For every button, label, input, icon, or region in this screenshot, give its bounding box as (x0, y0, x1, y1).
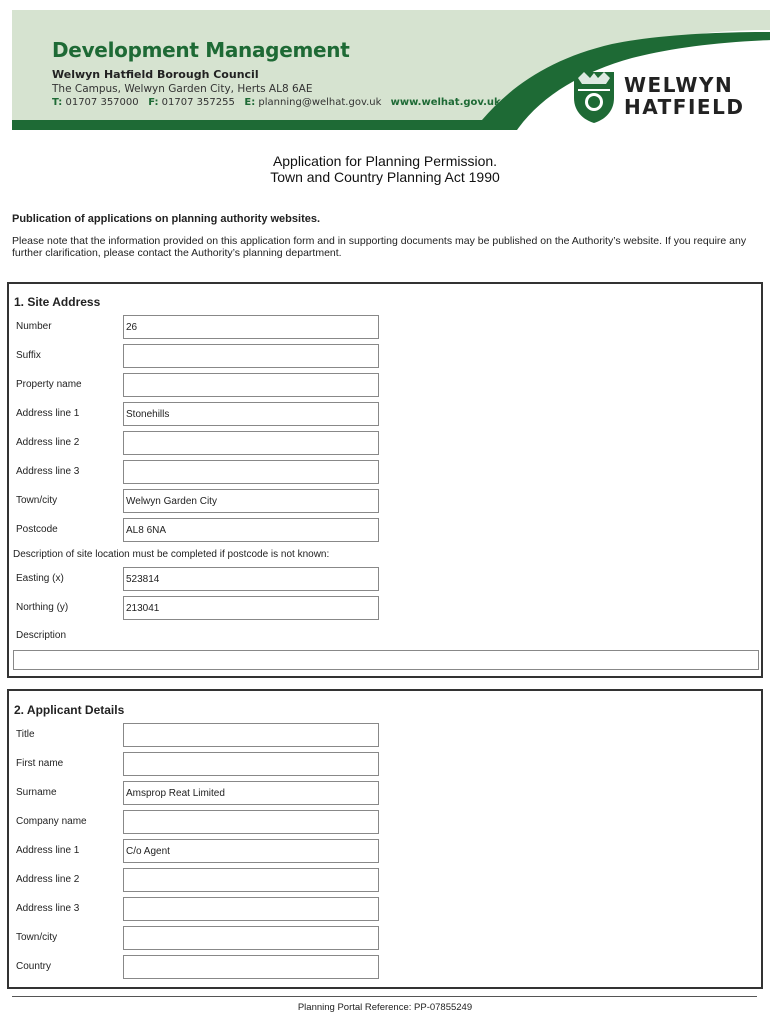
field-label: Address line 3 (16, 903, 80, 914)
site-address-line-2-field[interactable] (123, 431, 379, 455)
field-label: Number (16, 321, 52, 332)
portal-reference: Planning Portal Reference: PP-07855249 (297, 1002, 473, 1013)
contact-line (52, 97, 501, 108)
site-address-line-1-row (9, 402, 389, 426)
publication-note: Please note that the information provided on this application form and in supporting documents may be published on the Authority’s website. If you require any further clarification, please contact the Authority’s planning department. (12, 235, 747, 259)
footer-divider (12, 996, 757, 997)
field-label: Town/city (16, 495, 58, 506)
site-suffix-row (9, 344, 389, 368)
email-link[interactable]: planning@welhat.gov.uk (258, 97, 382, 108)
location-note: Description of site location must be completed if postcode is not known: (13, 549, 330, 560)
logo-wordmark (624, 74, 744, 118)
site-address-line-3-field[interactable] (123, 460, 379, 484)
council-logo (570, 68, 760, 128)
site-suffix-field[interactable] (123, 344, 379, 368)
applicant-address-line-3-field[interactable] (123, 897, 379, 921)
council-address: The Campus, Welwyn Garden City, Herts AL8 6AE (52, 83, 313, 95)
description-field[interactable] (13, 650, 759, 670)
applicant-company-field[interactable] (123, 810, 379, 834)
northing-field[interactable]: 213041 (123, 596, 379, 620)
site-address-title: 1. Site Address (14, 295, 101, 309)
field-label: First name (16, 758, 64, 769)
applicant-country-field[interactable] (123, 955, 379, 979)
applicant-address-line-1-row (9, 839, 389, 863)
banner-title: Development Management (52, 38, 350, 62)
applicant-address-line-2-row (9, 868, 389, 892)
field-label: Address line 1 (16, 408, 80, 419)
applicant-title-row (9, 723, 389, 747)
applicant-address-line-2-field[interactable] (123, 868, 379, 892)
northing-row (9, 596, 389, 620)
applicant-country-row (9, 955, 389, 979)
doc-title-line-2: Town and Country Planning Act 1990 (270, 169, 500, 185)
field-label: Country (16, 961, 52, 972)
field-label: Address line 2 (16, 437, 80, 448)
field-label: Title (16, 729, 35, 740)
tel-value: 01707 357000 (65, 97, 139, 108)
site-town-row (9, 489, 389, 513)
field-label: Address line 1 (16, 845, 80, 856)
field-label: Town/city (16, 932, 58, 943)
field-label: Postcode (16, 524, 58, 535)
site-address-section (7, 282, 763, 678)
description-label: Description (16, 630, 67, 641)
easting-row (9, 567, 389, 591)
site-postcode-field[interactable]: AL8 6NA (123, 518, 379, 542)
applicant-surname-row (9, 781, 389, 805)
logo-line-2: HATFIELD (624, 95, 745, 119)
fax-label: F: (148, 97, 159, 108)
applicant-address-line-3-row (9, 897, 389, 921)
site-postcode-row (9, 518, 389, 542)
applicant-surname-field[interactable]: Amsprop Reat Limited (123, 781, 379, 805)
applicant-first-name-row (9, 752, 389, 776)
publication-heading: Publication of applications on planning authority websites. (12, 213, 321, 225)
applicant-town-field[interactable] (123, 926, 379, 950)
site-address-line-3-row (9, 460, 389, 484)
field-label: Suffix (16, 350, 41, 361)
easting-field[interactable]: 523814 (123, 567, 379, 591)
tel-label: T: (52, 97, 63, 108)
northing-label: Northing (y) (16, 602, 69, 613)
applicant-company-row (9, 810, 389, 834)
field-label: Address line 2 (16, 874, 80, 885)
site-town-field[interactable]: Welwyn Garden City (123, 489, 379, 513)
field-label: Address line 3 (16, 466, 80, 477)
logo-line-1: WELWYN (624, 73, 734, 97)
site-number-field[interactable]: 26 (123, 315, 379, 339)
applicant-title-field[interactable] (123, 723, 379, 747)
applicant-address-line-1-field[interactable]: C/o Agent (123, 839, 379, 863)
fax-value: 01707 357255 (161, 97, 235, 108)
site-property-name-row (9, 373, 389, 397)
website-link[interactable]: www.welhat.gov.uk (390, 97, 501, 108)
site-property-name-field[interactable] (123, 373, 379, 397)
site-address-line-1-field[interactable]: Stonehills (123, 402, 379, 426)
council-name: Welwyn Hatfield Borough Council (52, 68, 259, 81)
doc-title-line-1: Application for Planning Permission. (272, 153, 498, 169)
email-label: E: (244, 97, 256, 108)
field-label: Property name (16, 379, 82, 390)
easting-label: Easting (x) (16, 573, 64, 584)
applicant-first-name-field[interactable] (123, 752, 379, 776)
applicant-title: 2. Applicant Details (14, 703, 125, 717)
shield-icon (570, 68, 618, 124)
site-number-row (9, 315, 389, 339)
applicant-section (7, 689, 763, 989)
field-label: Company name (16, 816, 87, 827)
field-label: Surname (16, 787, 57, 798)
applicant-town-row (9, 926, 389, 950)
header-banner (12, 10, 770, 130)
site-address-line-2-row (9, 431, 389, 455)
